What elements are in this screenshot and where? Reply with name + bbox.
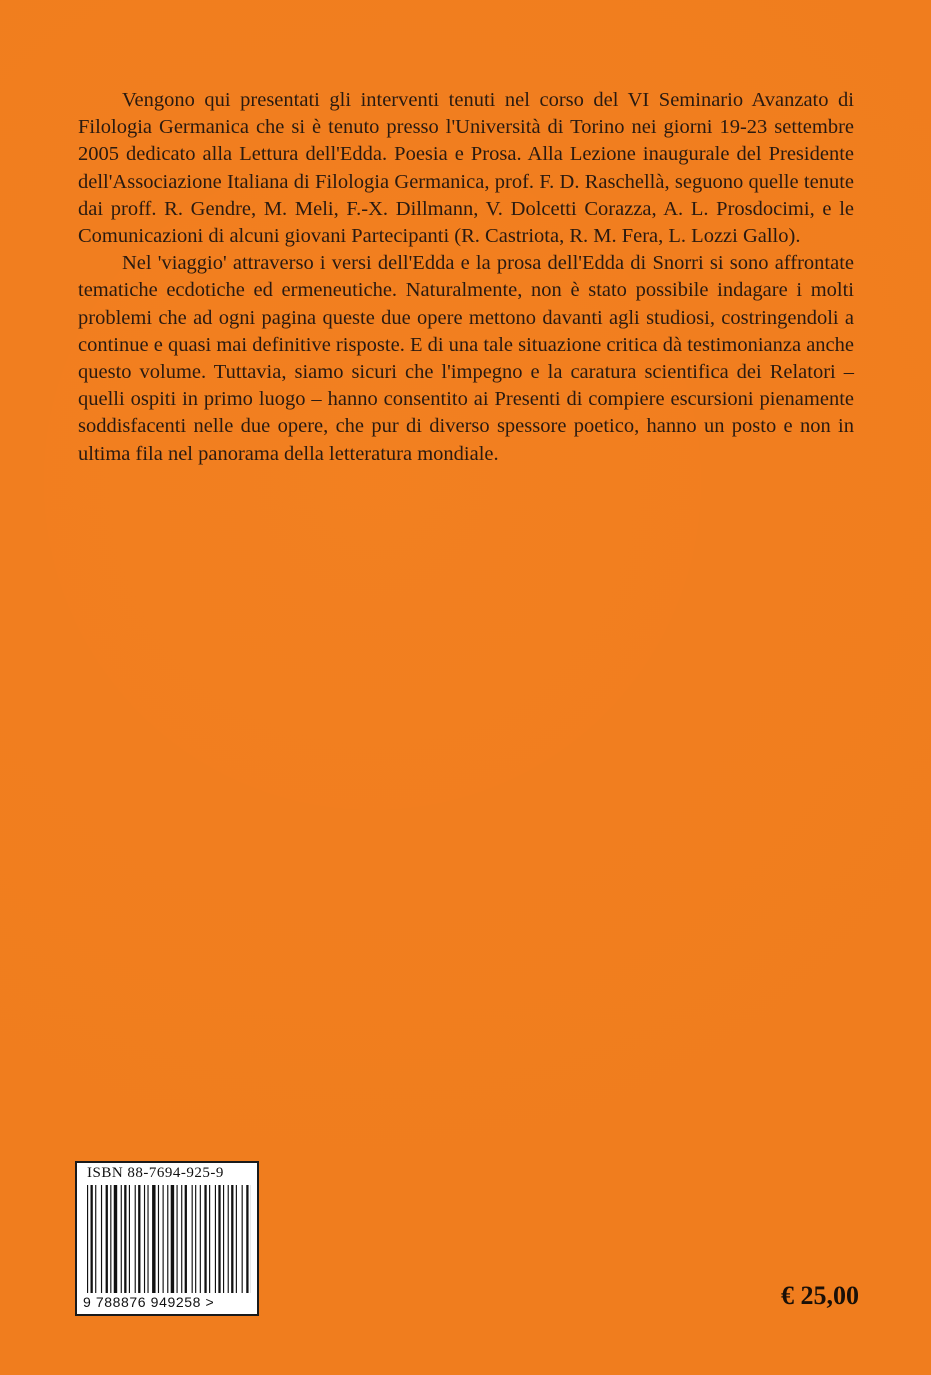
isbn-number: ISBN 88-7694-925-9 <box>87 1165 224 1181</box>
ean-number: 9 788876 949258 > <box>83 1294 215 1310</box>
price-label: € 25,00 <box>781 1281 859 1310</box>
barcode-image <box>87 1185 251 1293</box>
blurb-paragraph-1: Vengono qui presentati gli interventi tenuti nel corso del VI Seminario Avanzato di Filologia Germanica che si è tenuto presso l'Università di Torino nei giorni 19-23 settembre 2005 dedicato alla Lettura dell'Edda. Poesia e Prosa. Alla Lezione inaugurale del Presidente dell'Associazione Italiana di Filologia Germanica, prof. F. D. Raschellà, seguono quelle tenute dai proff. R. Gendre, M. Meli, F.-X. Dillmann, V. Dolcetti Corazza, A. L. Prosdocimi, e le Comunicazioni di alcuni giovani Partecipanti (R. Castriota, R. M. Fera, L. Lozzi Gallo). <box>78 89 854 248</box>
blurb-paragraph-2: Nel 'viaggio' attraverso i versi dell'Edda e la prosa dell'Edda di Snorri si sono affrontate tematiche ecdotiche ed ermeneutiche. Naturalmente, non è stato possibile indagare i molti problemi che ad ogni pagina queste due opere mettono davanti agli studiosi, costringendoli a continue e quasi mai definitive risposte. E di una tale situazione critica dà testimonianza anche questo volume. Tuttavia, siamo sicuri che l'impegno e la caratura scientifica dei Relatori – quelli ospiti in primo luogo – hanno consentito ai Presenti di compiere escursioni pienamente soddisfacenti nelle due opere, che pur di diverso spessore poetico, hanno un posto e non in ultima fila nel panorama della letteratura mondiale. <box>78 252 854 465</box>
blurb-text <box>78 87 854 468</box>
barcode-label <box>75 1161 259 1316</box>
